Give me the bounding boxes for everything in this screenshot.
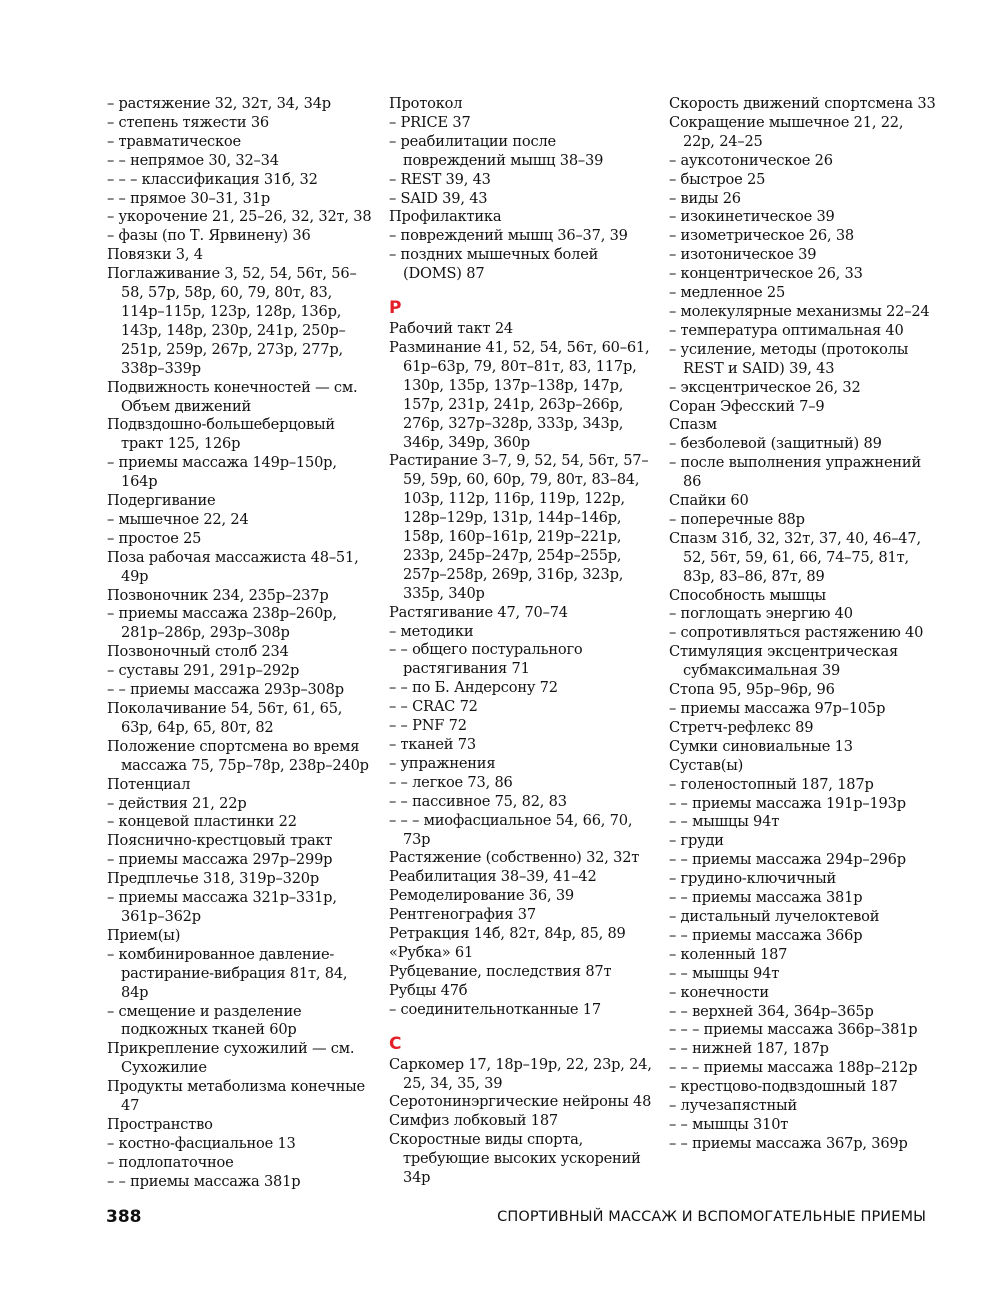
index-entry: Саркомер 17, 18р–19р, 22, 23р, 24, 25, 34, 35, 39: [389, 1055, 652, 1092]
index-entry: – фазы (по Т. Ярвинену) 36: [107, 227, 311, 245]
index-entry: – – мышцы 310т: [669, 1115, 789, 1133]
index-entry: Пояснично-крестцовый тракт: [107, 832, 333, 850]
section-letter-r: Р: [389, 298, 402, 319]
index-entry: – температура оптимальная 40: [669, 321, 904, 339]
index-entry: Скоростные виды спорта, требующие высоких ускорений 34р: [389, 1131, 641, 1187]
index-entry: – – приемы массажа 293р–308р: [107, 681, 344, 699]
index-entry: Рубцы 47б: [389, 981, 468, 999]
index-entry: – действия 21, 22р: [107, 794, 247, 812]
index-entry: Подвижность конечностей — см. Объем движений: [107, 378, 358, 415]
index-column-2: [389, 95, 659, 1188]
index-entry: Пространство: [107, 1115, 213, 1133]
index-entry: – молекулярные механизмы 22–24: [669, 302, 930, 320]
index-entry: Симфиз лобковый 187: [389, 1112, 558, 1130]
index-entry: Спайки 60: [669, 492, 749, 510]
index-entry: Профилактика: [389, 208, 502, 226]
index-entry: Сустав(ы): [669, 756, 744, 774]
index-entry: Прием(ы): [107, 926, 181, 944]
index-entry: – тканей 73: [389, 736, 476, 753]
index-entry: – – верхней 364, 364р–365р: [669, 1002, 874, 1020]
index-entry: – приемы массажа 297р–299р: [107, 851, 333, 869]
index-entry: – медленное 25: [669, 284, 786, 302]
index-entry: Поколачивание 54, 56т, 61, 65, 63р, 64р, 65, 80т, 82: [107, 700, 343, 736]
index-entry: – – мышцы 94т: [669, 964, 780, 982]
index-entry: – изотоническое 39: [669, 246, 817, 264]
index-entry: – лучезапястный: [669, 1097, 797, 1115]
index-entry: – приемы массажа 149р–150р, 164р: [107, 454, 337, 491]
index-entry: Рентгенография 37: [389, 906, 536, 924]
index-entry: – поздних мышечных болей (DOMS) 87: [389, 246, 599, 283]
index-entry: – травматическое: [107, 132, 241, 150]
index-entry: – REST 39, 43: [389, 170, 491, 188]
index-entry: – груди: [669, 832, 724, 850]
index-entry: – – CRAC 72: [389, 698, 478, 716]
index-entry: – суставы 291, 291р–292р: [107, 662, 300, 680]
index-entry: Растяжение (собственно) 32, 32т: [389, 849, 640, 867]
index-entry: – растяжение 32, 32т, 34, 34р: [107, 95, 331, 112]
index-entry: – грудино-ключичный: [669, 870, 837, 888]
index-entry: – SAID 39, 43: [389, 189, 488, 207]
index-section-s: [389, 1056, 659, 1188]
index-entry: Протокол: [389, 95, 463, 112]
index-entry: – – приемы массажа 294р–296р: [669, 851, 906, 869]
index-entry: – – пассивное 75, 82, 83: [389, 792, 567, 810]
index-entry: – изокинетическое 39: [669, 208, 835, 226]
index-entry: – виды 26: [669, 189, 741, 207]
index-entry: – – приемы массажа 366р: [669, 926, 863, 944]
index-entry: – – приемы массажа 381р: [107, 1172, 301, 1190]
index-entry: Реабилитация 38–39, 41–42: [389, 868, 597, 886]
index-section-r: [389, 320, 659, 1020]
index-entry: – голеностопный 187, 187р: [669, 775, 874, 793]
index-entry: Серотонинэргические нейроны 48: [389, 1093, 652, 1111]
index-entry: – костно-фасциальное 13: [107, 1134, 296, 1152]
index-entry: Сокращение мышечное 21, 22, 22р, 24–25: [669, 113, 904, 150]
index-entry: Предплечье 318, 319р–320р: [107, 870, 320, 888]
index-entry: – после выполнения упражнений 86: [669, 454, 921, 491]
index-entry: Скорость движений спортсмена 33: [669, 95, 936, 112]
index-entry: – – мышцы 94т: [669, 813, 780, 831]
index-entry: – соединительнотканные 17: [389, 1000, 601, 1018]
index-entry: – – – приемы массажа 188р–212р: [669, 1059, 918, 1077]
index-entry: – – PNF 72: [389, 717, 467, 735]
index-entry: Подвздошно-большеберцовый тракт 125, 126р: [107, 416, 335, 453]
index-entry: Подергивание: [107, 492, 216, 510]
running-title: СПОРТИВНЫЙ МАССАЖ И ВСПОМОГАТЕЛЬНЫЕ ПРИЕМЫ: [497, 1209, 926, 1225]
index-entry: Ретракция 14б, 82т, 84р, 85, 89: [389, 925, 626, 943]
index-entry: – упражнения: [389, 754, 496, 772]
index-entry: – – общего постурального растягивания 71: [389, 641, 583, 678]
index-entry: – PRICE 37: [389, 113, 471, 131]
index-entry: Стретч-рефлекс 89: [669, 718, 814, 736]
index-entry: Стопа 95, 95р–96р, 96: [669, 681, 835, 699]
index-entry: Поза рабочая массажиста 48–51, 49р: [107, 548, 359, 585]
index-entry: – приемы массажа 321р–331р, 361р–362р: [107, 889, 337, 925]
index-entry: – комбинированное давление-растирание-вибрация 81т, 84, 84р: [107, 945, 348, 1001]
index-entry: Спазм: [669, 416, 717, 434]
index-entry: «Рубка» 61: [389, 943, 474, 961]
index-entry: – – непрямое 30, 32–34: [107, 151, 279, 169]
index-entry: – поперечные 88р: [669, 510, 805, 528]
index-entry: Стимуляция эксцентрическая субмаксимальная 39: [669, 643, 898, 680]
index-entry: – поглощать энергию 40: [669, 605, 853, 623]
index-entry: Сумки синовиальные 13: [669, 737, 853, 755]
index-entry: – степень тяжести 36: [107, 113, 270, 131]
index-entry: – – – классификация 31б, 32: [107, 170, 318, 188]
index-section-p-continued: [389, 95, 659, 284]
index-entry: – – – миофасциальное 54, 66, 70, 73р: [389, 811, 633, 848]
index-entry: – ауксотоническое 26: [669, 151, 833, 169]
index-entry: – укорочение 21, 25–26, 32, 32т, 38: [107, 208, 372, 226]
index-entry: Повязки 3, 4: [107, 246, 203, 264]
index-entry: Рабочий такт 24: [389, 320, 514, 338]
index-entry: Ремоделирование 36, 39: [389, 887, 575, 905]
index-entry: – подлопаточное: [107, 1153, 234, 1171]
index-entry: – – приемы массажа 191р–193р: [669, 794, 906, 812]
index-entry: – – прямое 30–31, 31р: [107, 189, 270, 207]
index-entry: – изометрическое 26, 38: [669, 227, 854, 245]
index-column-3: [669, 95, 939, 1154]
index-entry: – быстрое 25: [669, 170, 766, 188]
index-entry: – – – приемы массажа 366р–381р: [669, 1021, 918, 1039]
index-entry: – – приемы массажа 381р: [669, 889, 863, 907]
index-entry: Способность мышцы: [669, 586, 826, 604]
index-entry: – эксцентрическое 26, 32: [669, 378, 861, 396]
index-entry: – – легкое 73, 86: [389, 773, 513, 791]
index-entry: Потенциал: [107, 775, 191, 793]
index-entry: – крестцово-подвздошный 187: [669, 1078, 898, 1096]
index-entry: – приемы массажа 97р–105р: [669, 700, 886, 717]
index-entry: Растирание 3–7, 9, 52, 54, 56т, 57–59, 59р, 60, 60р, 79, 80т, 83–84, 103р, 112р, 116р, 119р, 122р, 128р–129р, 131р, 144р–146р, 158р, 160р–161р, 219р–221р, 233р, 245р–247р, 254р–255р, 257р–258р, 269р, 316р, 323р, 335р, 340р: [389, 452, 649, 602]
index-entry: – дистальный лучелоктевой: [669, 907, 880, 925]
index-entry: Рубцевание, последствия 87т: [389, 962, 612, 980]
index-entry: – сопротивляться растяжению 40: [669, 624, 924, 642]
index-entry: – мышечное 22, 24: [107, 510, 249, 528]
index-column-1: [107, 95, 377, 1192]
index-entry: – реабилитации после повреждений мышц 38–39: [389, 132, 604, 169]
index-entry: – приемы массажа 238р–260р, 281р–286р, 293р–308р: [107, 605, 337, 642]
index-entry: – коленный 187: [669, 945, 788, 963]
index-entry: – – нижней 187, 187р: [669, 1040, 829, 1058]
index-entry: Растягивание 47, 70–74: [389, 603, 568, 621]
index-entry: Поглаживание 3, 52, 54, 56т, 56–58, 57р, 58р, 60, 79, 80т, 83, 114р–115р, 123р, 128р, 136р, 143р, 148р, 230р, 241р, 250р–251р, 259р, 267р, 273р, 277р, 338р–339р: [107, 265, 357, 377]
index-entry: – – приемы массажа 367р, 369р: [669, 1134, 908, 1152]
index-entry: – – по Б. Андерсону 72: [389, 679, 558, 697]
index-entry: Продукты метаболизма конечные 47: [107, 1078, 365, 1115]
index-entry: – конечности: [669, 983, 769, 1001]
section-letter-s: С: [389, 1033, 402, 1054]
index-entry: Спазм 31б, 32, 32т, 37, 40, 46–47, 52, 56т, 59, 61, 66, 74–75, 81т, 83р, 83–86, 87т, 89: [669, 529, 921, 585]
index-entry: Позвоночник 234, 235р–237р: [107, 586, 329, 604]
index-entry: – безболевой (защитный) 89: [669, 435, 882, 453]
index-entry: – повреждений мышц 36–37, 39: [389, 227, 628, 245]
page-number: 388: [106, 1207, 142, 1227]
index-entry: Положение спортсмена во время массажа 75, 75р–78р, 238р–240р: [107, 737, 369, 774]
index-entry: – методики: [389, 622, 474, 640]
index-entry: – усиление, методы (протоколы REST и SAID) 39, 43: [669, 340, 909, 377]
index-entry: Соран Эфесский 7–9: [669, 397, 825, 415]
index-entry: – простое 25: [107, 529, 202, 547]
index-entry: – концевой пластинки 22: [107, 813, 297, 831]
index-entry: Прикрепление сухожилий — см. Сухожилие: [107, 1040, 355, 1077]
index-entry: – концентрическое 26, 33: [669, 265, 863, 283]
index-entry: Позвоночный столб 234: [107, 643, 289, 661]
index-entry: – смещение и разделение подкожных тканей 60р: [107, 1002, 302, 1039]
index-entry: Разминание 41, 52, 54, 56т, 60–61, 61р–63р, 79, 80т–81т, 83, 117р, 130р, 135р, 137р–138р, 147р, 157р, 231р, 241р, 263р–266р, 276р, 327р–328р, 333р, 343р, 346р, 349р, 360р: [389, 338, 650, 451]
